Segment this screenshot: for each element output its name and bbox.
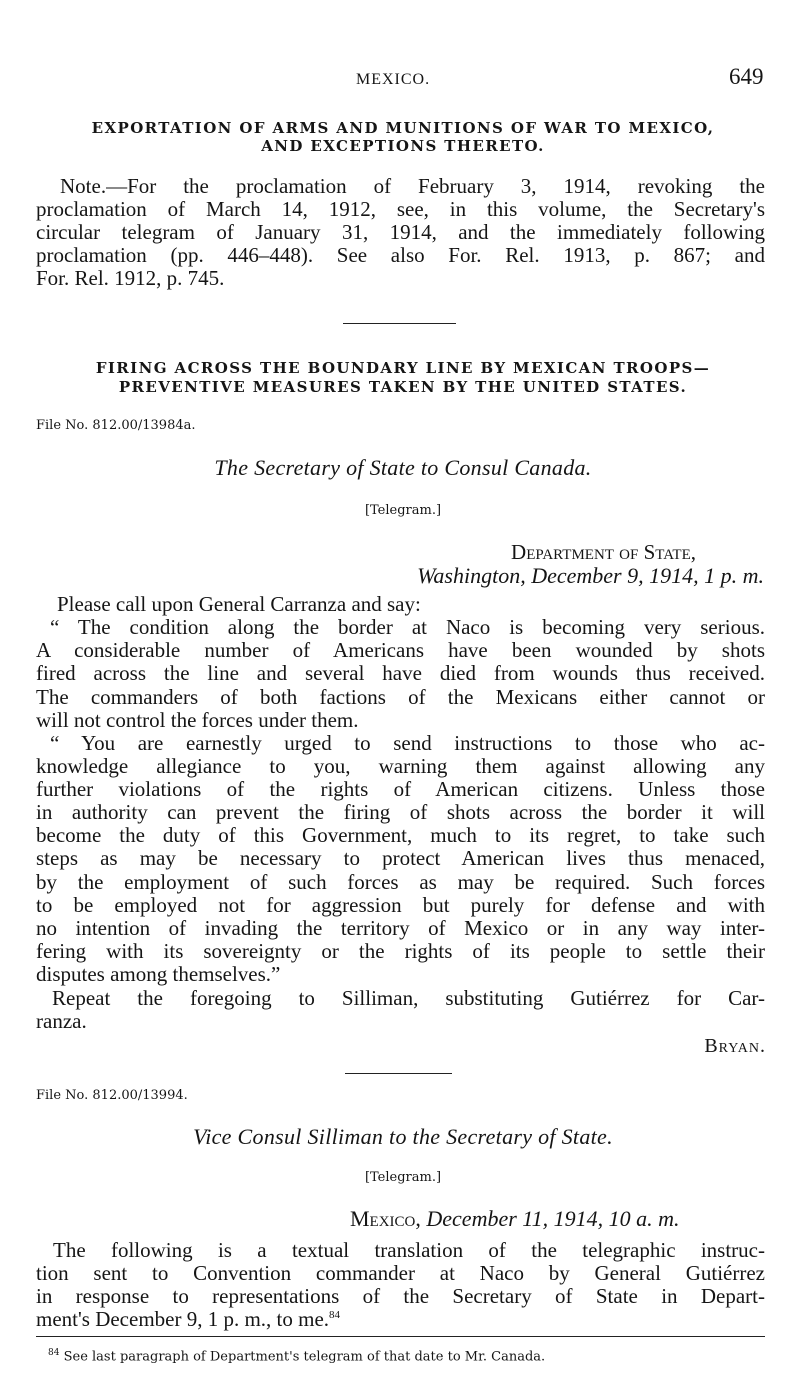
- body-line: in response to representations of the Secretary of State in Depart-: [36, 1284, 765, 1308]
- body-line: The following is a textual translation of the telegraphic instruc-: [53, 1238, 765, 1262]
- section-divider: [345, 1073, 452, 1074]
- dateline-place-date: Washington, December 9, 1914, 1 p. m.: [417, 563, 764, 588]
- footnote-reference: 84: [329, 1309, 341, 1321]
- section-heading-exportation-line-1: EXPORTATION OF ARMS AND MUNITIONS OF WAR TO MEXICO,: [91, 119, 715, 137]
- file-number: File No. 812.00/13984a.: [36, 418, 196, 433]
- telegram-label: [Telegram.]: [364, 503, 442, 518]
- body-line: A considerable number of Americans have been wounded by shots: [36, 638, 765, 662]
- dateline-date: December 11, 1914, 10 a. m.: [426, 1206, 680, 1231]
- body-line: fired across the line and several have died from wounds thus received.: [36, 661, 765, 685]
- body-line: to be employed not for aggression but purely for defense and with: [36, 893, 765, 917]
- telegram-label: [Telegram.]: [364, 1170, 442, 1185]
- note-line: circular telegram of January 31, 1914, and the immediately following: [36, 220, 765, 244]
- body-line: become the duty of this Government, much to its regret, to take such: [36, 823, 765, 847]
- note-line: Note.—For the proclamation of February 3, 1914, revoking the: [60, 174, 765, 198]
- section-heading-firing-line-2: PREVENTIVE MEASURES TAKEN BY THE UNITED STATES.: [118, 378, 688, 396]
- document-title: The Secretary of State to Consul Canada.: [214, 455, 592, 480]
- footnote-separator: [36, 1336, 765, 1337]
- section-divider: [343, 323, 456, 324]
- body-line: disputes among themselves.”: [36, 962, 281, 986]
- body-line: will not control the forces under them.: [36, 708, 359, 732]
- body-line: The commanders of both factions of the Mexicans either cannot or: [36, 685, 765, 709]
- note-line: proclamation (pp. 446–448). See also For. Rel. 1913, p. 867; and: [36, 243, 765, 267]
- signature: Bryan.: [704, 1035, 766, 1057]
- document-title: Vice Consul Silliman to the Secretary of State.: [193, 1124, 613, 1149]
- dateline-office: Department of State,: [511, 540, 696, 564]
- body-line: steps as may be necessary to protect American lives thus menaced,: [36, 846, 765, 870]
- footnote-text: See last paragraph of Department's telegram of that date to Mr. Canada.: [63, 1349, 546, 1365]
- dateline-place-date: [350, 1206, 680, 1232]
- file-number: File No. 812.00/13994.: [36, 1088, 188, 1103]
- body-line: further violations of the rights of American citizens. Unless those: [36, 777, 765, 801]
- body-line: Repeat the foregoing to Silliman, substituting Gutiérrez for Car-: [52, 986, 765, 1010]
- body-line: knowledge allegiance to you, warning them against allowing any: [36, 754, 765, 778]
- section-heading-firing-line-1: FIRING ACROSS THE BOUNDARY LINE BY MEXICAN TROOPS—: [95, 359, 711, 377]
- body-line: fering with its sovereignty or the rights of its people to settle their: [36, 939, 765, 963]
- body-line: no intention of invading the territory of Mexico or in any way inter-: [36, 916, 765, 940]
- section-heading-exportation-line-2: AND EXCEPTIONS THERETO.: [261, 137, 545, 155]
- body-line: “ You are earnestly urged to send instructions to those who ac-: [50, 731, 765, 755]
- body-line: tion sent to Convention commander at Naco by General Gutiérrez: [36, 1261, 765, 1285]
- body-line: “ The condition along the border at Naco is becoming very serious.: [50, 615, 765, 639]
- body-line-text: ment's December 9, 1 p. m., to me.: [36, 1307, 330, 1331]
- body-line: by the employment of such forces as may be required. Such forces: [36, 870, 765, 894]
- body-line: Please call upon General Carranza and say:: [57, 592, 421, 616]
- body-line: in authority can prevent the firing of shots across the border it will: [36, 800, 765, 824]
- note-line: For. Rel. 1912, p. 745.: [36, 266, 225, 290]
- footnote: [48, 1348, 545, 1364]
- body-line: [36, 1307, 765, 1332]
- footnote-marker: 84: [48, 1348, 60, 1358]
- running-title: MEXICO.: [356, 71, 431, 88]
- dateline-place: Mexico,: [350, 1206, 421, 1231]
- body-line: ranza.: [36, 1009, 87, 1033]
- note-line: proclamation of March 14, 1912, see, in this volume, the Secretary's: [36, 197, 765, 221]
- page-number: 649: [729, 64, 764, 89]
